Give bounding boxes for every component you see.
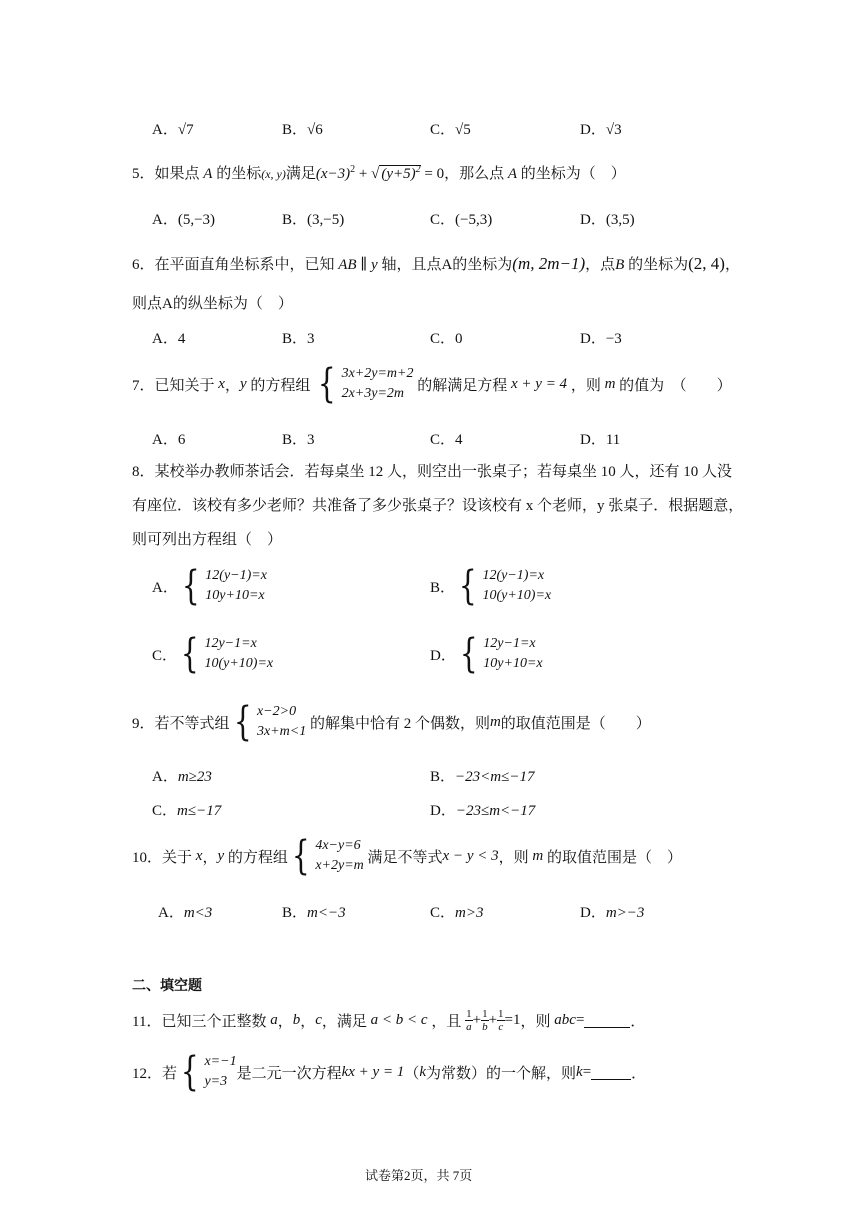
q5-option-d: D．(3,5): [580, 212, 635, 228]
q9-option-a: A．m≥23: [152, 769, 212, 785]
q5-stem: 5．如果点 A 的坐标(x, y)满足$(x-3)^2$ + √ $(y+5)^2 = 0$，那么点 A 的坐标为（ ）: [132, 164, 626, 182]
q6-option-c: C．0: [430, 331, 463, 347]
q4-option-a: A．√7: [152, 122, 194, 138]
q10-system: { 4x−y=6 x+2y=m: [291, 833, 364, 879]
q11-stem: 11．已知三个正整数 a ， b ， c ，满足 a < b < c ，且 $\frac{1}{a}$ + $\frac{1}{b}$ + $\frac{1}{c}$ =1 ，则 abc = ．: [132, 1008, 646, 1034]
q8-option-c: C． { 12y−1=x 10(y+10)=x: [152, 631, 274, 677]
q4-option-b: B．√6: [282, 122, 323, 138]
q12-stem: 12．若 { x=−1 y=3 是二元一次方程 kx + y = 1 （ k 为常数）的一个解，则 k = ．: [132, 1049, 647, 1095]
q10-stem: 10．关于 x ， y 的方程组 { 4x−y=6 x+2y=m 满足不等式 x − y < 3 ，则 m 的取值范围是（ ）: [132, 833, 682, 879]
q7-stem: 7．已知关于 x ， y 的方程组 { 3x+2y=m+2 2x+3y=2m 的解满足方程 x + y = 4 ，则 m 的值为 （ ）: [132, 361, 732, 407]
q6-stem-line2: 则点A的纵坐标为（ ）: [132, 296, 293, 312]
q8-option-b: B． { 12(y−1)=x 10(y+10)=x: [430, 563, 552, 609]
q7-option-d: D．11: [580, 432, 621, 448]
q8-option-d: D． { 12y−1=x 10y+10=x: [430, 631, 543, 677]
q9-option-c: C．m≤−17: [152, 803, 222, 819]
q10-option-c: C．m>3: [430, 905, 484, 921]
q8-stem-line3: 则可列出方程组（ ）: [132, 532, 283, 548]
q7-option-c: C．4: [430, 432, 463, 448]
page-footer: 试卷第2页，共 7页: [365, 1168, 473, 1183]
q5-option-b: B．(3,−5): [282, 212, 345, 228]
q4-option-c: C．√5: [430, 122, 471, 138]
q12-answer-blank[interactable]: [591, 1065, 631, 1080]
q8-stem-line1: 8．某校举办教师茶话会．若每桌坐 12 人，则空出一张桌子；若每桌坐 10 人，还有 10 人没: [132, 464, 733, 480]
q10-option-d: D．m>−3: [580, 905, 645, 921]
q8-stem-line2: 有座位．该校有多少老师？共准备了多少张桌子？设该校有 x 个老师，y 张桌子．根据题意，: [132, 498, 744, 514]
q7-system: { 3x+2y=m+2 2x+3y=2m: [317, 361, 414, 407]
q10-option-b: B．m<−3: [282, 905, 346, 921]
q8-option-a: A． { 12(y−1)=x 10y+10=x: [152, 563, 267, 609]
q5-option-c: C．(−5,3): [430, 212, 493, 228]
q9-stem: 9．若不等式组 { x−2>0 3x+m<1 的解集中恰有 2 个偶数，则 m 的取值范围是（ ）: [132, 699, 651, 745]
q6-option-a: A．4: [152, 331, 186, 347]
q11-answer-blank[interactable]: [584, 1013, 630, 1028]
q6-option-d: D．−3: [580, 331, 622, 347]
q9-option-b: B．−23<m≤−17: [430, 769, 535, 785]
q4-option-d: D．√3: [580, 122, 622, 138]
q10-option-a: A．m<3: [158, 905, 213, 921]
q12-system: { x=−1 y=3: [180, 1049, 237, 1095]
q6-option-b: B．3: [282, 331, 315, 347]
q7-option-b: B．3: [282, 432, 315, 448]
q9-system: { x−2>0 3x+m<1: [233, 699, 307, 745]
q7-option-a: A．6: [152, 432, 186, 448]
section-title-fill-in: 二、填空题: [132, 978, 202, 994]
q5-option-a: A．(5,−3): [152, 212, 216, 228]
q9-option-d: D．−23≤m<−17: [430, 803, 536, 819]
q6-stem-line1: 6．在平面直角坐标系中，已知 AB ∥ y 轴，且点A的坐标为(m, 2m−1)，点B 的坐标为(2, 4)，: [132, 254, 740, 273]
